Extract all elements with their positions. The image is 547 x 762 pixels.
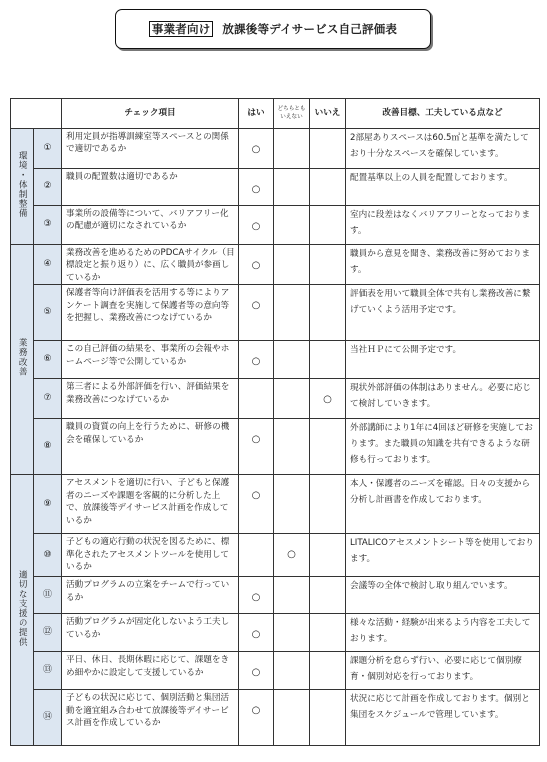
answer-yes: ○ xyxy=(239,129,274,169)
answer-no xyxy=(310,534,346,577)
improvement-note: LITALICOアセスメントシート等を使用しております。 xyxy=(346,534,540,577)
check-item-text: 第三者による外部評価を行い、評価結果を業務改善につなげているか xyxy=(62,379,239,419)
answer-no xyxy=(310,341,346,379)
improvement-note: 室内に段差はなくバリアフリーとなっております。 xyxy=(346,206,540,245)
table-row xyxy=(11,206,540,245)
item-number: ③ xyxy=(34,206,62,245)
answer-no xyxy=(310,169,346,206)
answer-no xyxy=(310,690,346,746)
answer-neither xyxy=(274,285,310,341)
answer-neither xyxy=(274,341,310,379)
table-row xyxy=(11,379,540,419)
table-row xyxy=(11,652,540,690)
answer-neither xyxy=(274,690,310,746)
answer-no xyxy=(310,206,346,245)
answer-neither xyxy=(274,652,310,690)
document-title-box xyxy=(115,9,431,49)
item-number: ④ xyxy=(34,245,62,285)
item-number: ⑥ xyxy=(34,341,62,379)
check-item-text: 利用定員が指導訓練室等スペースとの関係で適切であるか xyxy=(62,129,239,169)
table-row xyxy=(11,614,540,652)
table-row xyxy=(11,534,540,577)
answer-yes: ○ xyxy=(239,341,274,379)
answer-no xyxy=(310,129,346,169)
check-item-text: この自己評価の結果を、事業所の会報やホームページ等で公開しているか xyxy=(62,341,239,379)
item-number: ⑫ xyxy=(34,614,62,652)
table-header-row xyxy=(11,99,540,129)
check-item-text: 業務改善を進めるためのPDCAサイクル（目標設定と振り返り）に、広く職員が参画しているか xyxy=(62,245,239,285)
answer-neither xyxy=(274,379,310,419)
header-yes: はい xyxy=(239,99,274,129)
answer-neither: ○ xyxy=(274,534,310,577)
improvement-note: 本人・保護者のニーズを確認。日々の支援から分析し計画書を作成しております。 xyxy=(346,475,540,534)
answer-yes: ○ xyxy=(239,614,274,652)
check-item-text: 活動プログラムが固定化しないよう工夫しているか xyxy=(62,614,239,652)
check-item-text: 平日、休日、長期休暇に応じて、課題をきめ細やかに設定して支援しているか xyxy=(62,652,239,690)
improvement-note: 会議等の全体で検討し取り組んでいます。 xyxy=(346,577,540,614)
table-row xyxy=(11,475,540,534)
table-row xyxy=(11,129,540,169)
item-number: ⑨ xyxy=(34,475,62,534)
improvement-note: 職員から意見を聞き、業務改善に努めております。 xyxy=(346,245,540,285)
table-row xyxy=(11,577,540,614)
category-label: 業務改善 xyxy=(11,245,34,475)
answer-yes xyxy=(239,534,274,577)
category-label: 適切な支援の提供 xyxy=(11,475,34,746)
answer-neither xyxy=(274,475,310,534)
table-row xyxy=(11,169,540,206)
check-item-text: アセスメントを適切に行い、子どもと保護者のニーズや課題を客観的に分析した上で、放課後等デイサービス計画を作成しているか xyxy=(62,475,239,534)
answer-neither xyxy=(274,245,310,285)
item-number: ⑪ xyxy=(34,577,62,614)
improvement-note: 当社ＨＰにて公開予定です。 xyxy=(346,341,540,379)
category-label: 環境・体制整備 xyxy=(11,129,34,245)
table-row xyxy=(11,341,540,379)
answer-no xyxy=(310,652,346,690)
header-check-item: チェック項目 xyxy=(62,99,239,129)
answer-yes: ○ xyxy=(239,652,274,690)
answer-yes: ○ xyxy=(239,577,274,614)
answer-yes: ○ xyxy=(239,285,274,341)
improvement-note: 課題分析を怠らず行い、必要に応じて個別療育・個別対応を行っております。 xyxy=(346,652,540,690)
answer-yes: ○ xyxy=(239,169,274,206)
answer-no xyxy=(310,577,346,614)
check-item-text: 子どもの状況に応じて、個別活動と集団活動を適宜組み合わせて放課後等デイサービス計画を作成しているか xyxy=(62,690,239,746)
audience-tag: 事業者向け xyxy=(149,21,214,37)
improvement-note: 外部講師により1年に4回ほど研修を実施しております。また職員の知識を共有できるような研修も行っております。 xyxy=(346,419,540,475)
document-title: 放課後等デイサービス自己評価表 xyxy=(222,22,398,36)
item-number: ⑭ xyxy=(34,690,62,746)
answer-no xyxy=(310,419,346,475)
item-number: ② xyxy=(34,169,62,206)
header-no: いいえ xyxy=(310,99,346,129)
header-neither: どちらとも いえない xyxy=(274,99,310,129)
answer-no xyxy=(310,245,346,285)
item-number: ⑧ xyxy=(34,419,62,475)
answer-neither xyxy=(274,419,310,475)
improvement-note: 状況に応じて計画を作成しております。個別と集団をスケジュールで管理しています。 xyxy=(346,690,540,746)
table-row xyxy=(11,285,540,341)
header-improvement: 改善目標、工夫している点など xyxy=(346,99,540,129)
check-item-text: 子どもの適応行動の状況を図るために、標準化されたアセスメントツールを使用しているか xyxy=(62,534,239,577)
answer-yes: ○ xyxy=(239,475,274,534)
table-row xyxy=(11,419,540,475)
answer-no xyxy=(310,475,346,534)
improvement-note: 配置基準以上の人員を配置しております。 xyxy=(346,169,540,206)
answer-no xyxy=(310,614,346,652)
answer-yes: ○ xyxy=(239,206,274,245)
table-row xyxy=(11,690,540,746)
item-number: ⑩ xyxy=(34,534,62,577)
item-number: ① xyxy=(34,129,62,169)
item-number: ⑬ xyxy=(34,652,62,690)
improvement-note: 2部屋ありスペースは60.5㎡と基準を満たしており十分なスペースを確保しています。 xyxy=(346,129,540,169)
improvement-note: 様々な活動・経験が出来るよう内容を工夫しております。 xyxy=(346,614,540,652)
answer-yes: ○ xyxy=(239,419,274,475)
check-item-text: 職員の配置数は適切であるか xyxy=(62,169,239,206)
header-blank xyxy=(11,99,62,129)
answer-neither xyxy=(274,129,310,169)
check-item-text: 職員の資質の向上を行うために、研修の機会を確保しているか xyxy=(62,419,239,475)
answer-neither xyxy=(274,614,310,652)
item-number: ⑦ xyxy=(34,379,62,419)
answer-yes: ○ xyxy=(239,690,274,746)
answer-yes: ○ xyxy=(239,245,274,285)
check-item-text: 活動プログラムの立案をチームで行っているか xyxy=(62,577,239,614)
answer-no: ○ xyxy=(310,379,346,419)
answer-no xyxy=(310,285,346,341)
answer-yes xyxy=(239,379,274,419)
answer-neither xyxy=(274,169,310,206)
improvement-note: 評価表を用いて職員全体で共有し業務改善に繋げていくよう活用予定です。 xyxy=(346,285,540,341)
answer-neither xyxy=(274,577,310,614)
item-number: ⑤ xyxy=(34,285,62,341)
self-evaluation-table xyxy=(10,98,540,746)
improvement-note: 現状外部評価の体制はありません。必要に応じて検討していきます。 xyxy=(346,379,540,419)
answer-neither xyxy=(274,206,310,245)
check-item-text: 保護者等向け評価表を活用する等によりアンケート調査を実施して保護者等の意向等を把握し、業務改善につなげているか xyxy=(62,285,239,341)
check-item-text: 事業所の設備等について、バリアフリー化の配慮が適切になされているか xyxy=(62,206,239,245)
table-row xyxy=(11,245,540,285)
